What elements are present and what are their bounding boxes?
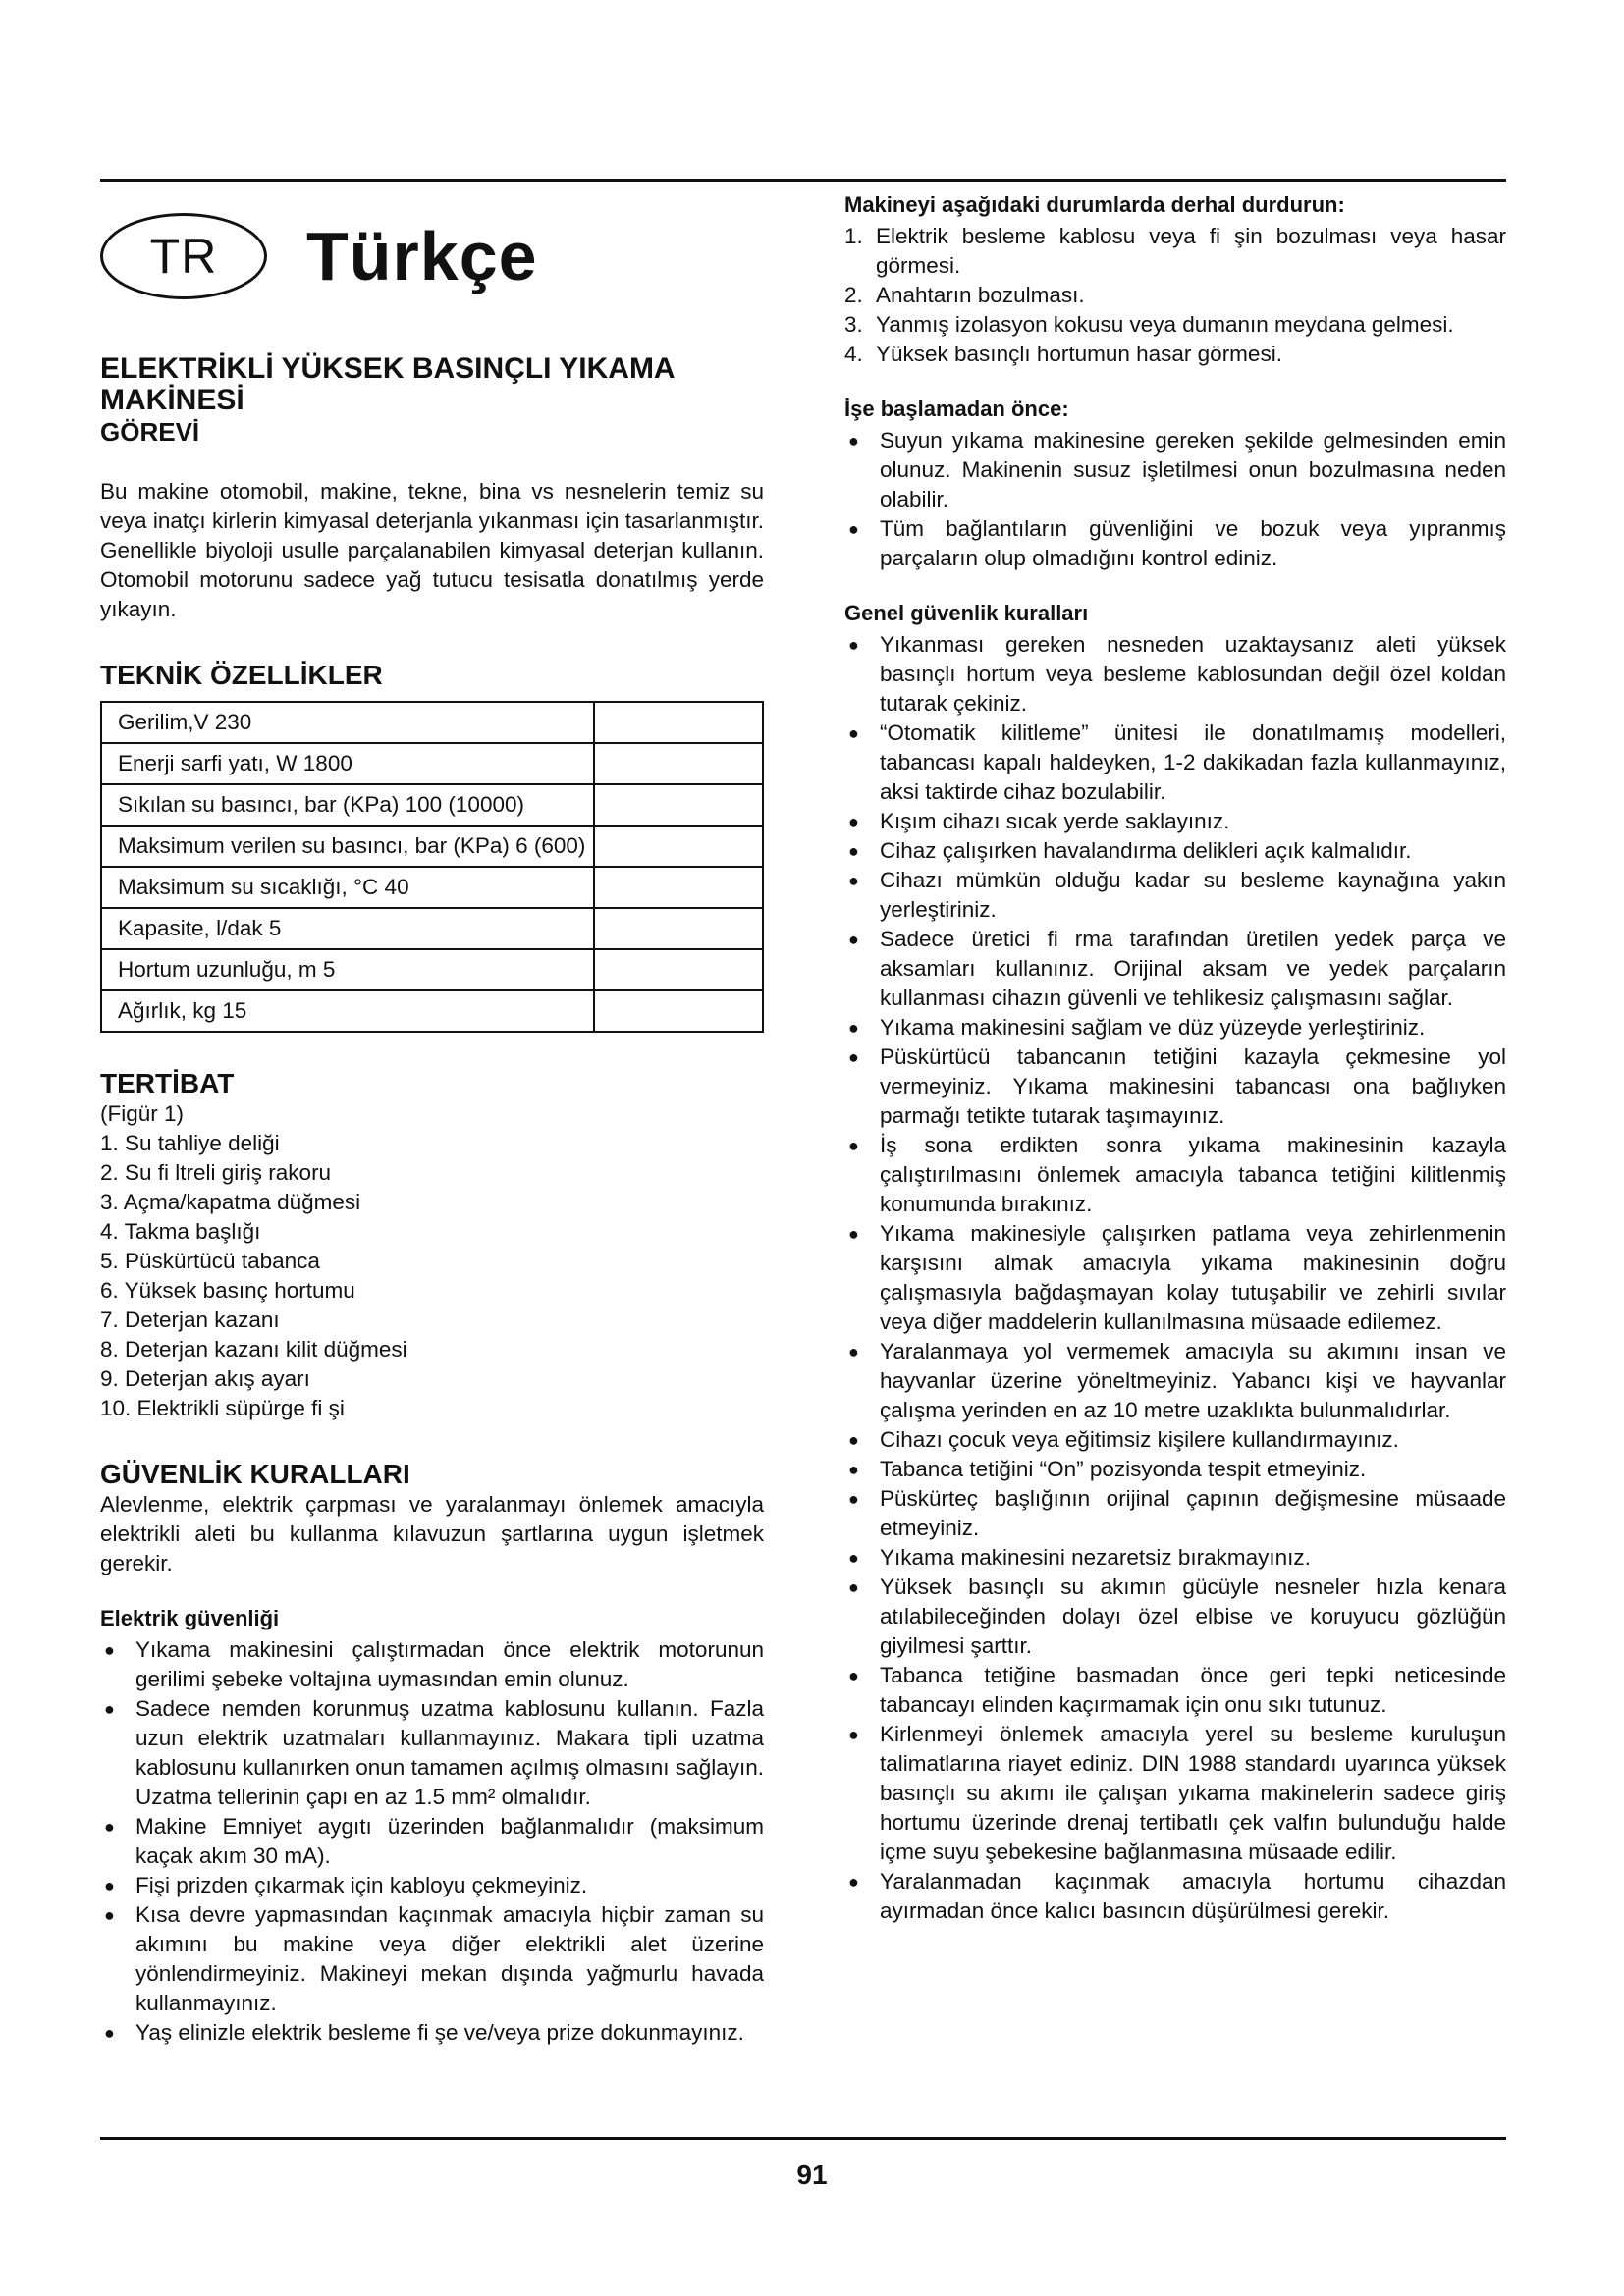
list-item: ● “Otomatik kilitleme” ünitesi ile donatılmamış modelleri, tabancası kapalı haldeyken, 1-2 dakikadan fazla kullanmayınız, aksi taktirde cihaz bozulabilir. [848,721,1506,804]
specs-cell: Enerji sarfi yatı, W 1800 [101,743,594,784]
electric-safety-heading: Elektrik güvenliği [100,1606,280,1630]
general-safety-heading: Genel güvenlik kuralları [844,601,1089,625]
specs-cell: Maksimum verilen su basıncı, bar (KPa) 6 (600) [101,826,594,867]
list-item: 3. Yanmış izolasyon kokusu veya dumanın meydana gelmesi. [844,312,1454,337]
list-item: 3. Açma/kapatma düğmesi [100,1190,361,1214]
list-item: 2. Su fi ltreli giriş rakoru [100,1160,332,1185]
specs-row [101,990,763,1032]
bullet-icon: ● [848,1872,859,1892]
bullet-icon: ● [848,1460,859,1479]
bullet-icon: ● [104,1876,115,1896]
list-item: ● Sadece üretici fi rma tarafından üretilen yedek parça ve aksamları kullanınız. Orijinal aksam ve yedek parçaların kullanması cihazın güvenli ve tehlikesiz çalışmasını sağlar. [848,927,1506,1010]
list-item: ● Püskürtücü tabancanın tetiğini kazayla çekmesine yol vermeyiniz. Yıkama makinesini tabancası ona bağlıyken parmağı tetikte tutarak taşımayınız. [848,1044,1506,1128]
bullet-icon: ● [848,1047,859,1067]
bullet-icon: ● [848,1136,859,1155]
list-item: ● Tabanca tetiğini “On” pozisyonda tespit etmeyiniz. [844,1455,1506,1484]
bullet-icon: ● [848,1548,859,1568]
language-title: Türkçe [306,218,538,294]
specs-cell: Hortum uzunluğu, m 5 [101,949,594,990]
specs-heading: TEKNİK ÖZELLİKLER [100,660,383,690]
language-badge: TR [100,213,267,299]
specs-row [101,908,763,949]
list-item: ● İş sona erdikten sonra yıkama makinesinin kazayla çalıştırılmasını önlemek amacıyla tabanca tetiğini kilitlenmiş konumunda bırakınız. [848,1133,1506,1216]
list-item: ● Fişi prizden çıkarmak için kabloyu çekmeyiniz. [100,1871,764,1900]
purpose-heading: GÖREVİ [100,417,200,447]
bullet-icon: ● [848,1489,859,1509]
list-item: ● Püskürteç başlığının orijinal çapının değişmesine müsaade etmeyiniz. [848,1486,1506,1540]
list-item: 4. Takma başlığı [100,1219,261,1244]
bullet-icon: ● [104,1640,115,1660]
bullet-icon: ● [848,871,859,890]
list-item: 1. Elektrik besleme kablosu veya fi şin bozulması veya hasar görmesi. [844,224,1506,278]
electric-safety-list [100,1635,764,2048]
list-item: ● Yüksek basınçlı su akımın gücüyle nesneler hızla kenara atılabileceğinden dolayı özel elbise ve koruyucu gözlüğün giyilmesi şarttır. [848,1575,1506,1658]
page-number: 91 [796,2160,828,2190]
bullet-icon: ● [104,1817,115,1837]
bullet-icon: ● [848,1577,859,1597]
list-item: ● Makine Emniyet aygıtı üzerinden bağlanmalıdır (maksimum kaçak akım 30 mA). [104,1814,764,1868]
parts-heading: TERTİBAT [100,1068,235,1098]
list-item: ● Tabanca tetiğine basmadan önce geri tepki neticesinde tabancayı elinden kaçırmamak için onu sıkı tutunuz. [848,1663,1506,1717]
list-item: ● Yıkama makinesini çalıştırmadan önce elektrik motorunun gerilimi şebeke voltajına uymasından emin olunuz. [104,1637,764,1691]
stop-list [844,222,1506,369]
bullet-icon: ● [848,1430,859,1450]
parts-figure-ref: (Figür 1) [100,1101,185,1126]
list-item: ● Tüm bağlantıların güvenliğini ve bozuk veya yıpranmış parçaların olup olmadığını kontrol ediniz. [848,516,1506,570]
bottom-rule [100,2137,1506,2140]
list-item: 2. Anahtarın bozulması. [844,283,1085,307]
bullet-icon: ● [848,635,859,655]
bullet-icon: ● [848,723,859,743]
language-header [100,198,764,314]
bullet-icon: ● [848,519,859,539]
list-item: 5. Püskürtücü tabanca [100,1249,320,1273]
specs-cell: Maksimum su sıcaklığı, °C 40 [101,867,594,908]
bullet-icon: ● [848,1725,859,1744]
bullet-icon: ● [848,1224,859,1244]
bullet-icon: ● [848,431,859,451]
list-item: 9. Deterjan akış ayarı [100,1366,310,1391]
bullet-icon: ● [104,1699,115,1719]
left-column [100,190,764,2048]
stop-heading: Makineyi aşağıdaki durumlarda derhal durdurun: [844,192,1345,217]
list-item: ● Yaş elinizle elektrik besleme fi şe ve/veya prize dokunmayınız. [100,2018,764,2048]
list-item: 10. Elektrikli süpürge fi şi [100,1396,345,1420]
specs-cell: Gerilim,V 230 [101,702,594,743]
list-item: 6. Yüksek basınç hortumu [100,1278,355,1303]
list-item: 8. Deterjan kazanı kilit düğmesi [100,1337,407,1362]
bullet-icon: ● [848,1342,859,1362]
specs-row [101,743,763,784]
list-item: ● Sadece nemden korunmuş uzatma kablosunu kullanın. Fazla uzun elektrik uzatmaları kullanmayınız. Makara tipli uzatma kablosunu kullanırken onun tamamen açılmış olmasını sağlayın. Uzatma tellerinin çapı en az 1.5 mm² olmalıdır. [104,1696,764,1809]
specs-cell: Sıkılan su basıncı, bar (KPa) 100 (10000) [101,784,594,826]
list-item: 1. Su tahliye deliği [100,1131,280,1155]
bullet-icon: ● [848,1666,859,1685]
bullet-icon: ● [104,1905,115,1925]
right-column [844,190,1506,1926]
specs-row [101,949,763,990]
list-item: 7. Deterjan kazanı [100,1308,280,1332]
bullet-icon: ● [848,1018,859,1038]
before-start-list [844,426,1506,573]
specs-cell: Ağırlık, kg 15 [101,990,594,1032]
list-item: ● Kısa devre yapmasından kaçınmak amacıyla hiçbir zaman su akımını bu makine veya diğer elektrikli alet üzerine yönlendirmeyiniz. Makineyi mekan dışında yağmurlu havada kullanmayınız. [104,1902,764,2015]
list-item: ● Kirlenmeyi önlemek amacıyla yerel su besleme kuruluşun talimatlarına riayet ediniz. DIN 1988 standardı uyarınca yüksek basınçlı su akımı ile çalışan yıkama makinelerin sadece giriş hortumu üzerinde drenaj tertibatlı çek valfın bulunduğu halde içme suyu şebekesine bağlanmasına müsaade edilir. [848,1722,1506,1864]
bullet-icon: ● [104,2023,115,2043]
list-item: ● Kışım cihazı sıcak yerde saklayınız. [844,807,1506,836]
specs-row [101,826,763,867]
list-item: ● Cihazı mümkün olduğu kadar su besleme kaynağına yakın yerleştiriniz. [848,868,1506,922]
list-item: ● Cihazı çocuk veya eğitimsiz kişilere kullandırmayınız. [844,1425,1506,1455]
purpose-text: Bu makine otomobil, makine, tekne, bina vs nesnelerin temiz su veya inatçı kirlerin kimyasal deterjanla yıkanması için tasarlanmıştır. Genellikle biyoloji usulle parçalanabilen kimyasal deterjan kullanın. Otomobil motorunu sadece yağ tutucu tesisatla donatılmış yerde yıkayın. [100,479,764,621]
list-item: ● Yıkanması gereken nesneden uzaktaysanız aleti yüksek basınçlı hortum veya besleme kablosundan değil özel koldan tutarak çekiniz. [848,632,1506,716]
specs-row [101,702,763,743]
list-item: ● Yaralanmadan kaçınmak amacıyla hortumu cihazdan ayırmadan önce kalıcı basıncın düşürülmesi gerekir. [848,1869,1506,1923]
specs-table [100,701,764,1033]
top-rule [100,179,1506,182]
specs-row [101,784,763,826]
safety-heading: GÜVENLİK KURALLARI [100,1459,410,1489]
safety-intro: Alevlenme, elektrik çarpması ve yaralanmayı önlemek amacıyla elektrikli aleti bu kullanma kılavuzun şartlarına uygun işletmek gerekir. [100,1492,764,1575]
parts-list [100,1129,764,1423]
before-start-heading: İşe başlamadan önce: [844,397,1069,421]
list-item: ● Yıkama makinesini nezaretsiz bırakmayınız. [844,1543,1506,1573]
document-title: ELEKTRİKLİ YÜKSEK BASINÇLI YIKAMA MAKİNESİ [100,352,675,416]
list-item: ● Yıkama makinesiyle çalışırken patlama veya zehirlenmenin karşısını almak amacıyla yıkama makinesinin doğru çalışmasıyla bağdaşmayan kolay tutuşabilir ve zehirli sıvılar veya diğer maddelerin kullanılmasına müsaade edilemez. [848,1221,1506,1334]
specs-row [101,867,763,908]
list-item: ● Suyun yıkama makinesine gereken şekilde gelmesinden emin olunuz. Makinenin susuz işletilmesi onun bozulmasına neden olabilir. [848,428,1506,511]
specs-cell: Kapasite, l/dak 5 [101,908,594,949]
list-item: ● Yıkama makinesini sağlam ve düz yüzeyde yerleştiriniz. [844,1013,1506,1042]
bullet-icon: ● [848,930,859,949]
general-safety-list [844,630,1506,1926]
bullet-icon: ● [848,812,859,831]
list-item: ● Cihaz çalışırken havalandırma delikleri açık kalmalıdır. [844,836,1506,866]
bullet-icon: ● [848,841,859,861]
list-item: ● Yaralanmaya yol vermemek amacıyla su akımını insan ve hayvanlar üzerine yöneltmeyiniz. Yabancı kişi ve hayvanlar çalışma yerinden en az 10 metre uzaklıkta bulunmalıdırlar. [848,1339,1506,1422]
list-item: 4. Yüksek basınçlı hortumun hasar görmesi. [844,342,1282,366]
